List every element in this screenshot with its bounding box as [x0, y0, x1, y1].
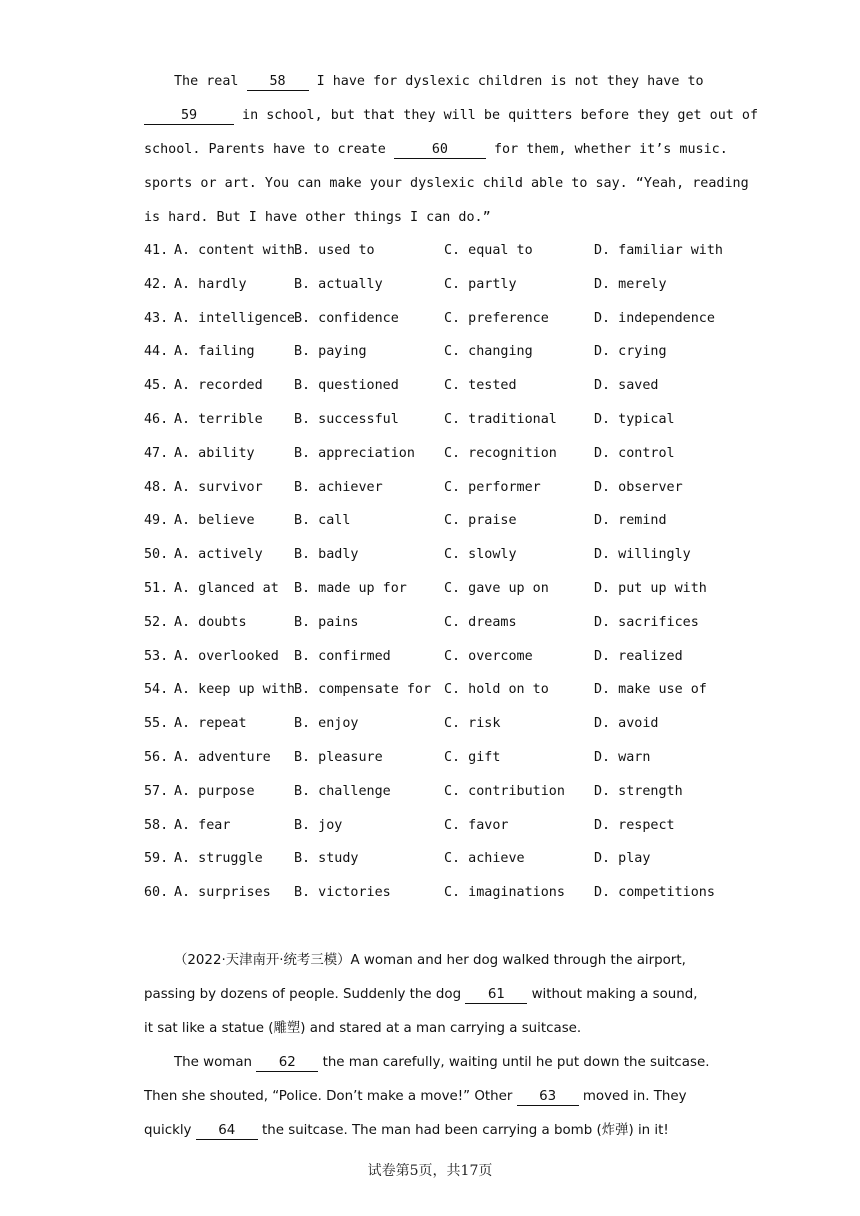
option-c: C. preference — [444, 310, 549, 326]
option-a: A. survivor — [174, 479, 263, 495]
option-d: D. play — [594, 851, 651, 867]
option-d: D. put up with — [594, 581, 707, 596]
question-row — [144, 275, 724, 295]
text: in school, but that they will be quitters before they get out of — [234, 108, 759, 123]
option-b: B. achiever — [294, 479, 383, 495]
option-a: A. purpose — [174, 783, 255, 799]
question-row — [144, 511, 724, 531]
option-d: D. willingly — [594, 547, 691, 563]
question-number: 58. — [144, 817, 169, 833]
text: I have for dyslexic children is not they have to — [308, 74, 704, 89]
option-c: C. achieve — [444, 851, 525, 867]
blank-61: 61 — [465, 987, 527, 1004]
passage1-line-1 — [174, 72, 719, 92]
option-c: C. slowly — [444, 547, 517, 563]
option-c: C. hold on to — [444, 682, 549, 698]
option-c: C. partly — [444, 276, 517, 292]
blank-60: 60 — [394, 142, 486, 159]
option-b: B. successful — [294, 412, 399, 427]
text: moved in. They — [578, 1089, 687, 1104]
question-number: 44. — [144, 344, 169, 360]
question-number: 56. — [144, 750, 169, 765]
question-row — [144, 410, 724, 430]
option-b: B. appreciation — [294, 445, 415, 461]
option-c: C. imaginations — [444, 885, 565, 901]
blank-64: 64 — [196, 1123, 258, 1140]
question-number: 43. — [144, 310, 169, 326]
option-c: C. contribution — [444, 783, 565, 799]
blank-58: 58 — [247, 74, 309, 91]
option-c: C. dreams — [444, 614, 517, 630]
question-number: 60. — [144, 885, 169, 901]
question-row — [144, 376, 724, 396]
option-b: B. compensate for — [294, 682, 432, 698]
option-d: D. warn — [594, 750, 651, 765]
option-a: A. overlooked — [174, 648, 279, 664]
question-row — [144, 579, 724, 599]
option-a: A. failing — [174, 344, 255, 360]
blank-59: 59 — [144, 108, 234, 125]
question-row — [144, 714, 724, 734]
text: passing by dozens of people. Suddenly the dog — [144, 987, 466, 1002]
option-a: A. believe — [174, 513, 255, 529]
text: the man carefully, waiting until he put down the suitcase. — [318, 1055, 710, 1070]
option-d: D. make use of — [594, 682, 707, 698]
text: The real — [174, 74, 247, 89]
option-b: B. paying — [294, 344, 367, 360]
option-d: D. crying — [594, 344, 667, 360]
option-a: A. keep up with — [174, 682, 295, 698]
question-number: 55. — [144, 716, 169, 732]
option-b: B. badly — [294, 547, 359, 563]
option-b: B. made up for — [294, 581, 407, 596]
text: school. Parents have to create — [144, 142, 394, 157]
passage2-line-4 — [174, 1053, 719, 1073]
option-b: B. questioned — [294, 378, 399, 394]
question-row — [144, 680, 724, 700]
option-a: A. ability — [174, 445, 255, 461]
passage2-line-2 — [144, 985, 719, 1005]
text: without making a sound, — [527, 987, 698, 1002]
option-b: B. pleasure — [294, 750, 383, 765]
option-a: A. repeat — [174, 716, 247, 732]
option-c: C. equal to — [444, 243, 533, 258]
passage2-line-6 — [144, 1121, 719, 1141]
option-d: D. sacrifices — [594, 614, 699, 630]
text: The woman — [174, 1055, 257, 1070]
option-c: C. performer — [444, 479, 541, 495]
question-row — [144, 545, 724, 565]
question-row — [144, 309, 724, 329]
option-b: B. confidence — [294, 310, 399, 326]
question-number: 57. — [144, 783, 169, 799]
option-c: C. praise — [444, 513, 517, 529]
question-number: 47. — [144, 445, 169, 461]
option-a: A. fear — [174, 817, 231, 833]
question-number: 48. — [144, 479, 169, 495]
question-number: 51. — [144, 581, 169, 596]
passage1-line-5: is hard. But I have other things I can do.” — [144, 210, 491, 225]
option-c: C. risk — [444, 716, 501, 732]
blank-62: 62 — [256, 1055, 318, 1072]
option-c: C. changing — [444, 344, 533, 360]
option-d: D. avoid — [594, 716, 659, 732]
question-row — [144, 613, 724, 633]
option-c: C. overcome — [444, 648, 533, 664]
text: quickly — [144, 1123, 196, 1138]
passage2-line-1: （2022·天津南开·统考三模）A woman and her dog walked through the airport, — [174, 953, 686, 968]
option-b: B. enjoy — [294, 716, 359, 732]
option-d: D. control — [594, 445, 675, 461]
question-number: 59. — [144, 851, 169, 867]
option-c: C. traditional — [444, 412, 557, 427]
option-a: A. struggle — [174, 851, 263, 867]
question-row — [144, 816, 724, 836]
passage2-line-3: it sat like a statue (雕塑) and stared at a man carrying a suitcase. — [144, 1021, 582, 1036]
option-d: D. realized — [594, 648, 683, 664]
text: for them, whether it’s music. — [485, 142, 728, 157]
question-number: 45. — [144, 378, 169, 394]
passage1-line-4: sports or art. You can make your dyslexic child able to say. “Yeah, reading — [144, 176, 749, 191]
question-row — [144, 478, 724, 498]
option-d: D. independence — [594, 310, 715, 326]
question-number: 42. — [144, 276, 169, 292]
option-d: D. merely — [594, 276, 667, 292]
option-c: C. tested — [444, 378, 517, 394]
option-d: D. typical — [594, 412, 675, 427]
text: Then she shouted, “Police. Don’t make a move!” Other — [144, 1089, 517, 1104]
page-footer: 试卷第5页，共17页 — [367, 1163, 493, 1179]
option-d: D. familiar with — [594, 243, 723, 258]
option-a: A. intelligence — [174, 310, 295, 326]
question-number: 54. — [144, 682, 169, 698]
blank-63: 63 — [517, 1089, 579, 1106]
question-row — [144, 883, 724, 903]
question-row — [144, 782, 724, 802]
option-d: D. remind — [594, 513, 667, 529]
option-a: A. doubts — [174, 614, 247, 630]
option-c: C. gave up on — [444, 581, 549, 596]
option-a: A. terrible — [174, 412, 263, 427]
question-row — [144, 444, 724, 464]
option-a: A. hardly — [174, 276, 247, 292]
question-number: 50. — [144, 547, 169, 563]
option-a: A. glanced at — [174, 581, 279, 596]
option-d: D. saved — [594, 378, 659, 394]
text: the suitcase. The man had been carrying a bomb (炸弹) in it! — [257, 1123, 669, 1138]
passage1-line-2 — [144, 106, 759, 126]
option-b: B. call — [294, 513, 351, 529]
question-row — [144, 849, 724, 869]
option-c: C. favor — [444, 817, 509, 833]
option-a: A. recorded — [174, 378, 263, 394]
option-b: B. victories — [294, 885, 391, 901]
question-number: 41. — [144, 243, 169, 258]
passage2-line-5 — [144, 1087, 719, 1107]
option-a: A. adventure — [174, 750, 271, 765]
question-row — [144, 647, 724, 667]
question-row — [144, 342, 724, 362]
question-number: 52. — [144, 614, 169, 630]
option-b: B. challenge — [294, 783, 391, 799]
question-number: 53. — [144, 648, 169, 664]
option-a: A. actively — [174, 547, 263, 563]
option-b: B. confirmed — [294, 648, 391, 664]
option-d: D. respect — [594, 817, 675, 833]
option-b: B. pains — [294, 614, 359, 630]
question-row — [144, 241, 724, 261]
option-a: A. surprises — [174, 885, 271, 901]
question-number: 49. — [144, 513, 169, 529]
option-d: D. competitions — [594, 885, 715, 901]
option-b: B. joy — [294, 817, 343, 833]
option-d: D. observer — [594, 479, 683, 495]
option-d: D. strength — [594, 783, 683, 799]
question-number: 46. — [144, 412, 169, 427]
passage1-line-3 — [144, 140, 728, 160]
option-a: A. content with — [174, 243, 295, 258]
option-b: B. actually — [294, 276, 383, 292]
option-c: C. gift — [444, 750, 501, 765]
option-c: C. recognition — [444, 445, 557, 461]
option-b: B. used to — [294, 243, 375, 258]
question-row — [144, 748, 724, 768]
option-b: B. study — [294, 851, 359, 867]
